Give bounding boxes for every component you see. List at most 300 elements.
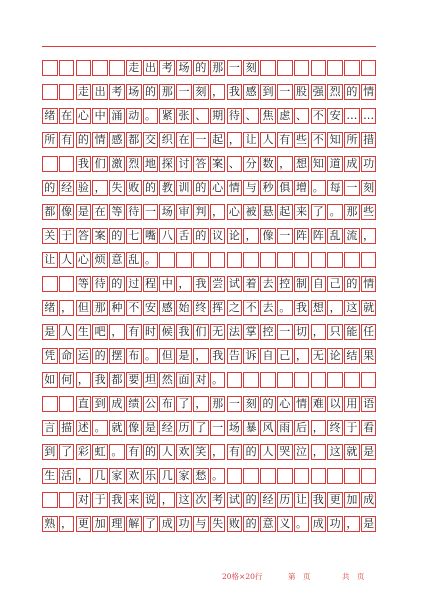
- grid-cell: 关: [42, 228, 58, 244]
- grid-cell: ，: [210, 84, 226, 100]
- grid-cell: 中: [92, 108, 108, 124]
- grid-cell: 悬: [260, 204, 276, 220]
- grid-cell: 来: [126, 492, 142, 508]
- grid-cell: ，: [227, 132, 243, 148]
- grid-cell: 一: [277, 228, 293, 244]
- grid-cell: 经: [260, 492, 276, 508]
- grid-cell: 只: [327, 324, 343, 340]
- grid-cell: ，: [311, 420, 327, 436]
- grid-cell: 功: [327, 516, 343, 532]
- grid-cell: 情: [227, 180, 243, 196]
- grid-cell: 股: [294, 84, 310, 100]
- grid-row: [42, 324, 376, 340]
- grid-cell: 着: [243, 276, 259, 292]
- grid-row: [42, 468, 376, 484]
- grid-cell: 。: [210, 468, 226, 484]
- grid-cell: 次: [193, 492, 209, 508]
- grid-cell: 就: [109, 420, 125, 436]
- grid-cell: 情: [361, 276, 377, 292]
- grid-cell: [42, 60, 58, 76]
- grid-cell: ，: [76, 468, 92, 484]
- grid-cell: 然: [159, 372, 175, 388]
- grid-cell: 成: [361, 492, 377, 508]
- grid-cell: 试: [227, 492, 243, 508]
- grid-cell: [294, 60, 310, 76]
- grid-cell: 想: [311, 300, 327, 316]
- grid-cell: 分: [243, 156, 259, 172]
- grid-cell: 用: [344, 396, 360, 412]
- grid-cell: 制: [294, 276, 310, 292]
- grid-cell: 于: [59, 228, 75, 244]
- grid-cell: 起: [210, 132, 226, 148]
- grid-cell: ，: [344, 516, 360, 532]
- grid-cell: 们: [193, 324, 209, 340]
- grid-cell: 。: [143, 108, 159, 124]
- grid-cell: 时: [143, 324, 159, 340]
- grid-cell: 所: [344, 132, 360, 148]
- grid-cell: [243, 468, 259, 484]
- grid-cell: 是: [143, 420, 159, 436]
- grid-cell: [227, 252, 243, 268]
- grid-cell: 中: [159, 276, 175, 292]
- grid-cell: [294, 468, 310, 484]
- grid-cell: 虹: [92, 444, 108, 460]
- grid-cell: 有: [59, 132, 75, 148]
- grid-cell: 答: [76, 228, 92, 244]
- grid-cell: 。: [92, 420, 108, 436]
- grid-cell: [311, 252, 327, 268]
- grid-cell: 欢: [126, 468, 142, 484]
- grid-cell: 织: [159, 132, 175, 148]
- grid-cell: 有: [277, 132, 293, 148]
- grid-cell: 直: [76, 396, 92, 412]
- grid-cell: ，: [59, 300, 75, 316]
- grid-cell: ，: [277, 156, 293, 172]
- grid-cell: ，: [210, 444, 226, 460]
- grid-cell: 掌: [243, 324, 259, 340]
- grid-cell: [327, 372, 343, 388]
- grid-cell: [227, 372, 243, 388]
- grid-cell: 就: [361, 300, 377, 316]
- grid-cell: [361, 60, 377, 76]
- grid-cell: 凭: [42, 348, 58, 364]
- grid-cell: 张: [176, 108, 192, 124]
- total-pages-label: 共 页: [342, 572, 365, 581]
- grid-cell: 、: [193, 108, 209, 124]
- grid-cell: [260, 468, 276, 484]
- grid-row: [42, 204, 376, 220]
- grid-cell: 乐: [143, 468, 159, 484]
- grid-cell: [227, 468, 243, 484]
- grid-cell: 的: [243, 492, 259, 508]
- grid-cell: 措: [361, 132, 377, 148]
- grid-cell: 成: [109, 396, 125, 412]
- grid-row: [42, 84, 376, 100]
- grid-cell: 让: [42, 252, 58, 268]
- grid-cell: 失: [210, 516, 226, 532]
- grid-cell: [42, 396, 58, 412]
- grid-cell: 一: [193, 132, 209, 148]
- grid-cell: 的: [143, 444, 159, 460]
- grid-cell: 笑: [193, 444, 209, 460]
- grid-cell: 看: [361, 420, 377, 436]
- grid-cell: 人: [159, 444, 175, 460]
- grid-cell: 诉: [243, 348, 259, 364]
- grid-cell: 论: [227, 228, 243, 244]
- grid-cell: [59, 276, 75, 292]
- grid-cell: 成: [311, 516, 327, 532]
- grid-cell: 运: [76, 348, 92, 364]
- grid-cell: 过: [126, 276, 142, 292]
- grid-cell: 。: [327, 204, 343, 220]
- grid-cell: 像: [59, 204, 75, 220]
- grid-cell: [361, 468, 377, 484]
- grid-cell: [42, 84, 58, 100]
- grid-cell: 尝: [210, 276, 226, 292]
- grid-cell: 我: [311, 492, 327, 508]
- grid-cell: 乱: [327, 228, 343, 244]
- grid-cell: 与: [193, 516, 209, 532]
- grid-cell: [327, 468, 343, 484]
- grid-cell: 一: [227, 60, 243, 76]
- grid-cell: 等: [76, 276, 92, 292]
- grid-cell: 无: [210, 324, 226, 340]
- grid-cell: 被: [243, 204, 259, 220]
- grid-cell: ，: [193, 348, 209, 364]
- grid-cell: 理: [109, 516, 125, 532]
- grid-cell: 活: [59, 468, 75, 484]
- grid-cell: 想: [294, 156, 310, 172]
- grid-cell: 这: [344, 300, 360, 316]
- grid-cell: [344, 372, 360, 388]
- grid-cell: 动: [126, 108, 142, 124]
- grid-cell: 我: [109, 492, 125, 508]
- grid-cell: 那: [210, 60, 226, 76]
- grid-cell: 论: [327, 348, 343, 364]
- grid-cell: [109, 60, 125, 76]
- grid-cell: 刻: [243, 396, 259, 412]
- grid-cell: 以: [327, 396, 343, 412]
- grid-cell: 数: [260, 156, 276, 172]
- grid-cell: [311, 60, 327, 76]
- grid-cell: [59, 396, 75, 412]
- grid-cell: [260, 60, 276, 76]
- grid-cell: 失: [109, 180, 125, 196]
- grid-cell: 的: [143, 180, 159, 196]
- grid-cell: 感: [243, 84, 259, 100]
- grid-cell: [243, 252, 259, 268]
- grid-row: [42, 252, 376, 268]
- grid-cell: 意: [260, 516, 276, 532]
- grid-cell: 舌: [176, 228, 192, 244]
- grid-cell: 那: [92, 300, 108, 316]
- grid-cell: 有: [227, 444, 243, 460]
- grid-cell: [59, 84, 75, 100]
- grid-cell: 要: [126, 372, 142, 388]
- grid-cell: 经: [59, 180, 75, 196]
- grid-cell: 判: [193, 204, 209, 220]
- grid-cell: 与: [243, 180, 259, 196]
- grid-cell: [327, 252, 343, 268]
- grid-cell: 难: [311, 396, 327, 412]
- grid-row: [42, 444, 376, 460]
- grid-cell: 不: [311, 132, 327, 148]
- grid-cell: 对: [193, 372, 209, 388]
- grid-row: [42, 300, 376, 316]
- grid-cell: 切: [294, 324, 310, 340]
- grid-cell: 感: [159, 300, 175, 316]
- grid-cell: 控: [277, 276, 293, 292]
- grid-cell: 我: [210, 348, 226, 364]
- grid-cell: 心: [210, 180, 226, 196]
- grid-row: [42, 108, 376, 124]
- grid-cell: [344, 468, 360, 484]
- grid-cell: 终: [193, 300, 209, 316]
- grid-cell: 心: [227, 204, 243, 220]
- grid-cell: [294, 252, 310, 268]
- grid-cell: 道: [327, 156, 343, 172]
- grid-cell: 烦: [92, 252, 108, 268]
- grid-cell: 烈: [327, 84, 343, 100]
- grid-cell: 涌: [109, 108, 125, 124]
- grid-cell: [277, 468, 293, 484]
- grid-cell: 走: [76, 84, 92, 100]
- grid-cell: 、: [227, 156, 243, 172]
- grid-cell: 就: [344, 444, 360, 460]
- grid-cell: [277, 252, 293, 268]
- grid-cell: …: [344, 108, 360, 124]
- grid-cell: 议: [210, 228, 226, 244]
- grid-cell: 我: [92, 372, 108, 388]
- grid-cell: 验: [76, 180, 92, 196]
- grid-cell: 意: [109, 252, 125, 268]
- grid-cell: 绪: [42, 300, 58, 316]
- grid-cell: ，: [193, 396, 209, 412]
- grid-cell: 人: [59, 324, 75, 340]
- grid-cell: 秒: [260, 180, 276, 196]
- grid-row: [42, 132, 376, 148]
- grid-cell: 心: [76, 252, 92, 268]
- grid-cell: 语: [361, 396, 377, 412]
- grid-cell: ，: [92, 180, 108, 196]
- grid-cell: 的: [243, 444, 259, 460]
- grid-cell: 等: [109, 204, 125, 220]
- grid-cell: 败: [126, 180, 142, 196]
- grid-cell: 、: [294, 108, 310, 124]
- grid-cell: 摆: [109, 348, 125, 364]
- grid-cell: 布: [126, 348, 142, 364]
- grid-cell: 的: [42, 180, 58, 196]
- grid-cell: 了: [311, 204, 327, 220]
- grid-cell: 泣: [294, 444, 310, 460]
- grid-cell: 在: [59, 108, 75, 124]
- grid-cell: 不: [243, 300, 259, 316]
- grid-cell: 的: [193, 180, 209, 196]
- grid-cell: [294, 372, 310, 388]
- grid-cell: 安: [327, 108, 343, 124]
- grid-cell: 我: [76, 156, 92, 172]
- grid-cell: 这: [176, 492, 192, 508]
- grid-cell: 雨: [277, 420, 293, 436]
- grid-cell: 己: [327, 276, 343, 292]
- grid-cell: 交: [143, 132, 159, 148]
- grid-cell: 考: [210, 492, 226, 508]
- grid-cell: 面: [176, 372, 192, 388]
- grid-cell: 所: [42, 132, 58, 148]
- grid-cell: ，: [109, 324, 125, 340]
- grid-cell: [159, 252, 175, 268]
- grid-row: [42, 180, 376, 196]
- grid-cell: 到: [92, 396, 108, 412]
- grid-cell: 始: [176, 300, 192, 316]
- grid-cell: 不: [126, 300, 142, 316]
- grid-cell: ，: [311, 324, 327, 340]
- grid-cell: 、: [243, 108, 259, 124]
- grid-cell: 公: [143, 396, 159, 412]
- grid-cell: 那: [344, 204, 360, 220]
- grid-cell: 生: [76, 324, 92, 340]
- grid-cell: 败: [227, 516, 243, 532]
- grid-cell: 自: [311, 276, 327, 292]
- grid-cell: 程: [143, 276, 159, 292]
- grid-cell: 的: [260, 396, 276, 412]
- grid-cell: 案: [210, 156, 226, 172]
- grid-cell: 欢: [176, 444, 192, 460]
- grid-cell: 果: [361, 348, 377, 364]
- grid-cell: 到: [260, 84, 276, 100]
- grid-cell: 候: [159, 324, 175, 340]
- grid-cell: 暴: [243, 420, 259, 436]
- grid-cell: [277, 372, 293, 388]
- grid-cell: ，: [176, 276, 192, 292]
- grid-cell: 自: [260, 348, 276, 364]
- grid-cell: 一: [176, 84, 192, 100]
- grid-cell: 一: [277, 84, 293, 100]
- grid-cell: ，: [210, 204, 226, 220]
- grid-row: [42, 492, 376, 508]
- grid-cell: 。: [210, 372, 226, 388]
- grid-cell: 经: [159, 420, 175, 436]
- grid-cell: 的: [109, 276, 125, 292]
- grid-cell: [243, 372, 259, 388]
- grid-cell: 讨: [176, 156, 192, 172]
- grid-cell: 绪: [42, 108, 58, 124]
- grid-cell: 出: [143, 60, 159, 76]
- grid-cell: 虑: [277, 108, 293, 124]
- grid-cell: 更: [327, 492, 343, 508]
- grid-cell: 家: [176, 468, 192, 484]
- grid-cell: 熟: [42, 516, 58, 532]
- grid-cell: 的: [193, 228, 209, 244]
- grid-cell: 但: [159, 348, 175, 364]
- grid-cell: 审: [176, 204, 192, 220]
- grid-cell: 。: [277, 300, 293, 316]
- grid-cell: 的: [193, 60, 209, 76]
- grid-row: [42, 396, 376, 412]
- composition-grid: [42, 60, 376, 540]
- grid-cell: 七: [126, 228, 142, 244]
- grid-cell: 何: [59, 372, 75, 388]
- grid-cell: 。: [294, 516, 310, 532]
- grid-cell: 坦: [143, 372, 159, 388]
- grid-cell: 愁: [193, 468, 209, 484]
- grid-cell: 控: [260, 324, 276, 340]
- grid-cell: 。: [143, 252, 159, 268]
- grid-cell: ，: [311, 444, 327, 460]
- grid-cell: 历: [277, 492, 293, 508]
- grid-cell: 地: [143, 156, 159, 172]
- grid-cell: 教: [159, 180, 175, 196]
- grid-cell: 人: [260, 132, 276, 148]
- grid-cell: 能: [344, 324, 360, 340]
- grid-cell: 阵: [311, 228, 327, 244]
- grid-cell: 义: [277, 516, 293, 532]
- grid-cell: 几: [92, 468, 108, 484]
- grid-cell: 己: [277, 348, 293, 364]
- grid-cell: 那: [159, 84, 175, 100]
- grid-cell: 的: [76, 132, 92, 148]
- grid-cell: 走: [126, 60, 142, 76]
- grid-cell: [311, 372, 327, 388]
- grid-row: [42, 516, 376, 532]
- grid-cell: 风: [260, 420, 276, 436]
- grid-cell: 述: [76, 420, 92, 436]
- grid-cell: 法: [227, 324, 243, 340]
- page-footer: [0, 571, 424, 585]
- grid-cell: 历: [176, 420, 192, 436]
- grid-cell: 增: [294, 180, 310, 196]
- grid-cell: 如: [42, 372, 58, 388]
- grid-cell: [277, 60, 293, 76]
- grid-cell: 答: [193, 156, 209, 172]
- grid-cell: 心: [277, 396, 293, 412]
- grid-cell: 后: [294, 420, 310, 436]
- grid-cell: 的: [243, 516, 259, 532]
- grid-row: [42, 420, 376, 436]
- grid-cell: 感: [109, 132, 125, 148]
- grid-cell: 了: [59, 444, 75, 460]
- grid-cell: 乱: [126, 252, 142, 268]
- grid-cell: [344, 252, 360, 268]
- grid-cell: 我: [294, 300, 310, 316]
- grid-cell: 任: [361, 324, 377, 340]
- grid-cell: 试: [227, 276, 243, 292]
- grid-cell: [311, 468, 327, 484]
- grid-cell: 情: [92, 132, 108, 148]
- grid-cell: 去: [260, 300, 276, 316]
- grid-cell: 不: [311, 108, 327, 124]
- grid-row: [42, 156, 376, 172]
- grid-cell: 一: [210, 420, 226, 436]
- grid-cell: 像: [126, 420, 142, 436]
- grid-cell: 案: [92, 228, 108, 244]
- grid-row: [42, 276, 376, 292]
- grid-cell: 每: [327, 180, 343, 196]
- grid-cell: 生: [42, 468, 58, 484]
- grid-cell: ，: [327, 300, 343, 316]
- grid-cell: 人: [260, 444, 276, 460]
- grid-cell: 场: [159, 204, 175, 220]
- grid-cell: 一: [227, 396, 243, 412]
- grid-cell: 成: [159, 516, 175, 532]
- grid-cell: 阵: [294, 228, 310, 244]
- grid-cell: 。: [109, 444, 125, 460]
- grid-cell: 待: [126, 204, 142, 220]
- grid-cell: 刻: [243, 60, 259, 76]
- grid-cell: [92, 60, 108, 76]
- grid-cell: 家: [109, 468, 125, 484]
- grid-cell: 彩: [76, 444, 92, 460]
